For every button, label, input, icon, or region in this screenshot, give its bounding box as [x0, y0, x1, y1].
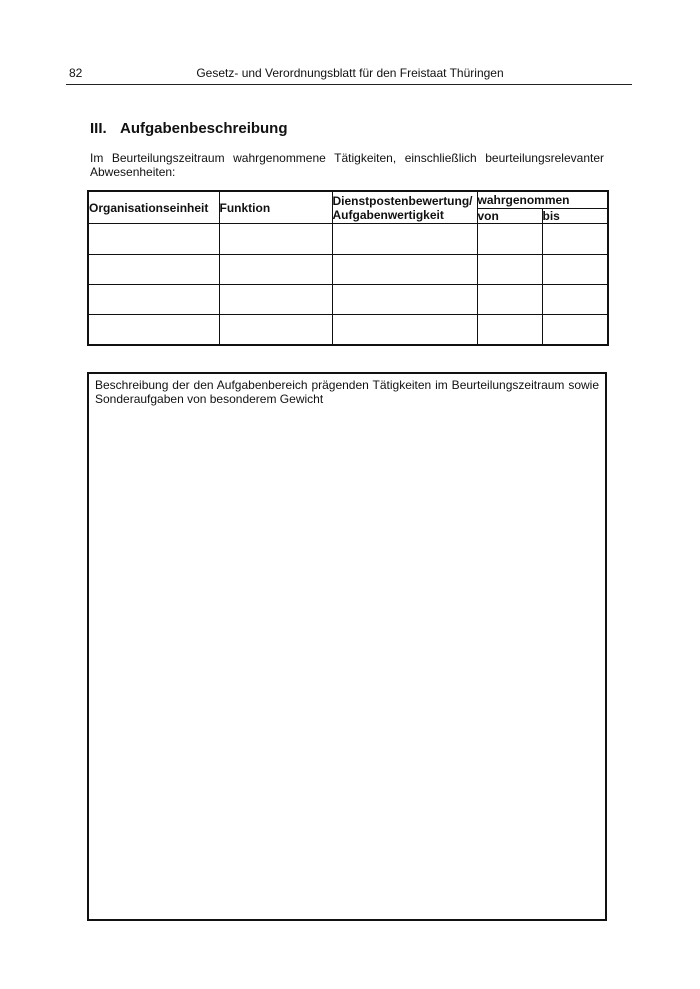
header-bis: bis: [542, 209, 608, 224]
page-number: 82: [69, 66, 83, 80]
cell-von[interactable]: [477, 254, 542, 284]
table-row: [88, 224, 608, 254]
cell-dienstposten[interactable]: [332, 254, 477, 284]
table-row: [88, 284, 608, 314]
activities-table: [87, 190, 609, 346]
table-row: [88, 254, 608, 284]
cell-organisationseinheit[interactable]: [88, 284, 219, 314]
header-dienstposten: [332, 191, 477, 224]
header-wahrgenommen: wahrgenommen: [477, 191, 608, 209]
header-von: von: [477, 209, 542, 224]
cell-bis[interactable]: [542, 315, 608, 345]
header-funktion: Funktion: [219, 191, 332, 224]
cell-dienstposten[interactable]: [332, 315, 477, 345]
section-number: III.: [90, 120, 107, 137]
header-divider: [66, 84, 632, 85]
section-heading: [90, 120, 288, 137]
cell-bis[interactable]: [542, 224, 608, 254]
cell-von[interactable]: [477, 224, 542, 254]
page-header-title: Gesetz- und Verordnungsblatt für den Freistaat Thüringen: [196, 66, 504, 80]
cell-organisationseinheit[interactable]: [88, 254, 219, 284]
header-dienstposten-line1: Dienstpostenbewertung/: [332, 193, 473, 208]
section-intro: Im Beurteilungszeitraum wahrgenommene Tätigkeiten, einschließlich beurteilungsrelevanter Abwesenheiten:: [90, 151, 604, 179]
cell-funktion[interactable]: [219, 284, 332, 314]
description-box[interactable]: [87, 372, 607, 921]
description-label: Beschreibung der den Aufgabenbereich prägenden Tätigkeiten im Beurteilungszeitraum sowie Sonderaufgaben von besonderem Gewicht: [95, 378, 599, 406]
cell-bis[interactable]: [542, 284, 608, 314]
header-organisationseinheit: Organisationseinheit: [88, 191, 219, 224]
table-row: [88, 315, 608, 345]
cell-funktion[interactable]: [219, 254, 332, 284]
header-dienstposten-line2: Aufgabenwertigkeit: [332, 207, 444, 222]
cell-von[interactable]: [477, 315, 542, 345]
cell-organisationseinheit[interactable]: [88, 315, 219, 345]
cell-funktion[interactable]: [219, 224, 332, 254]
cell-bis[interactable]: [542, 254, 608, 284]
table-header-row: [88, 191, 608, 209]
cell-von[interactable]: [477, 284, 542, 314]
cell-dienstposten[interactable]: [332, 224, 477, 254]
cell-funktion[interactable]: [219, 315, 332, 345]
cell-dienstposten[interactable]: [332, 284, 477, 314]
section-title: Aufgabenbeschreibung: [120, 120, 288, 137]
cell-organisationseinheit[interactable]: [88, 224, 219, 254]
